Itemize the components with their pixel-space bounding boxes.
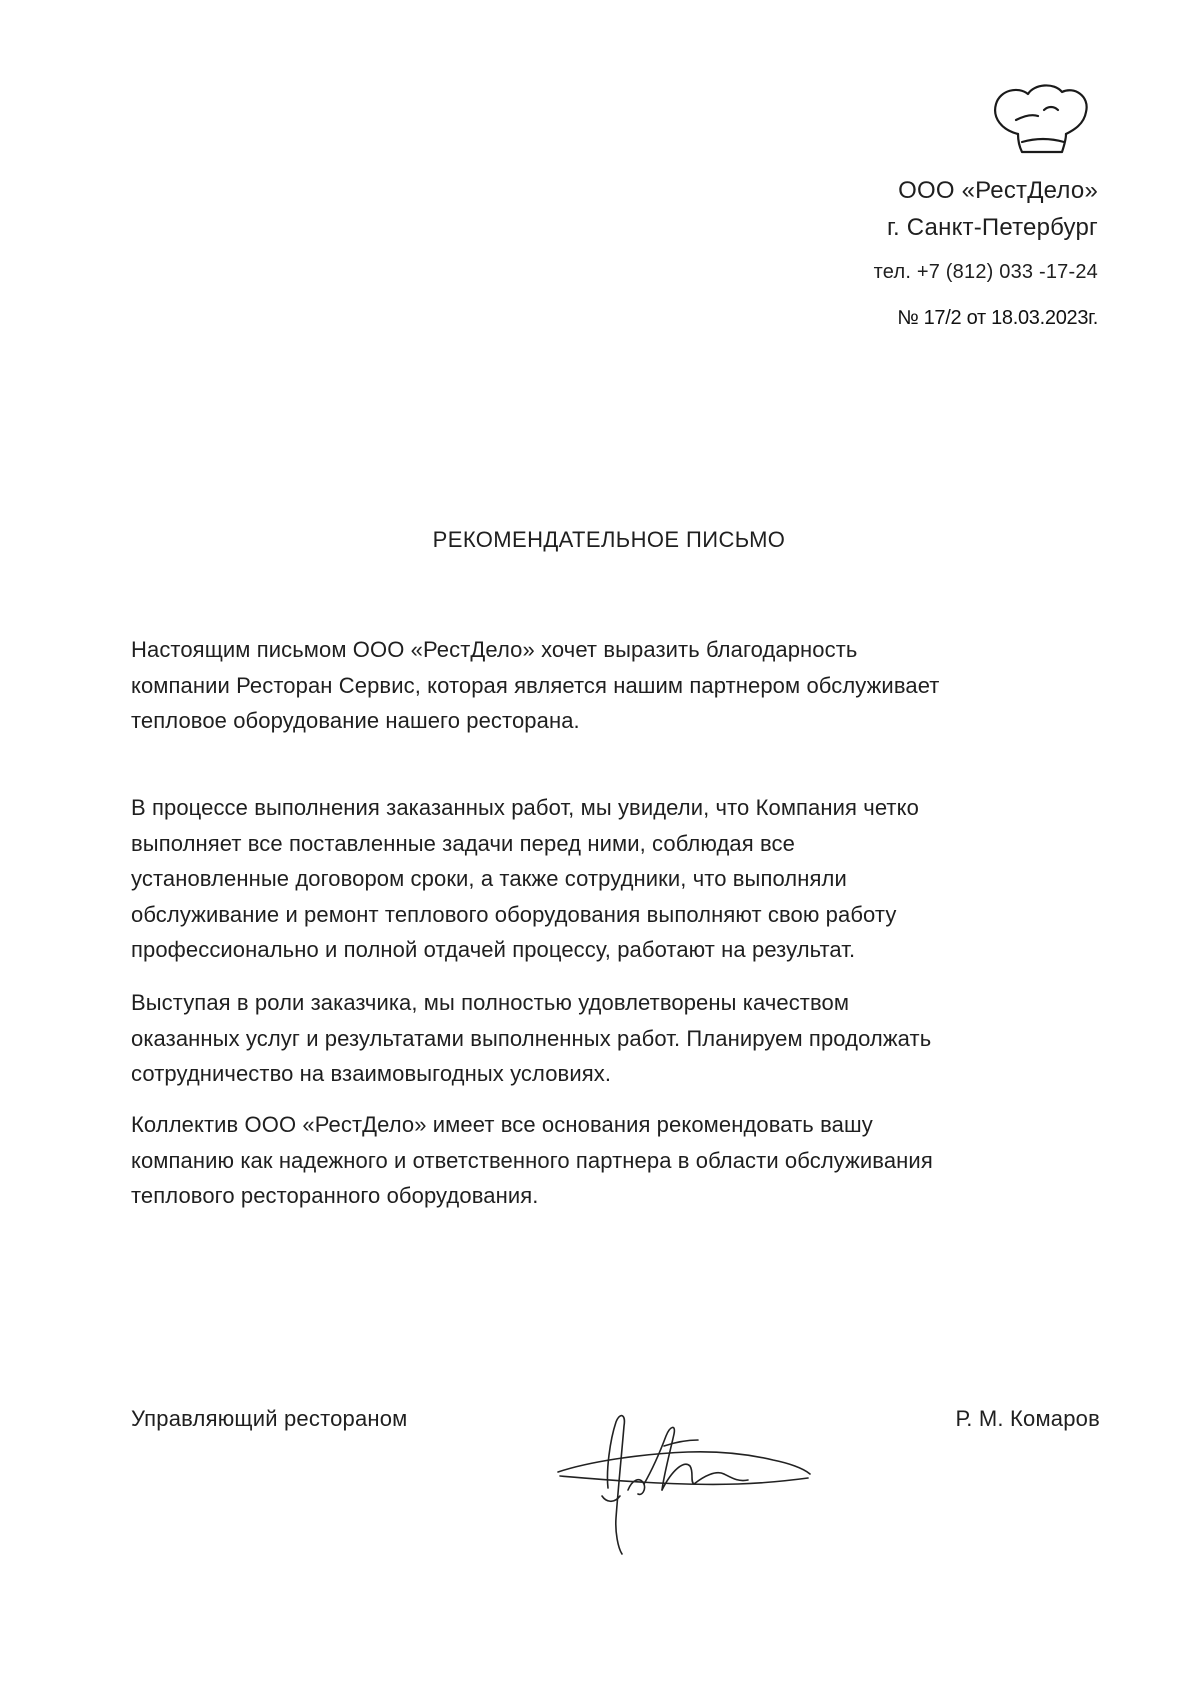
text-line: Настоящим письмом ООО «РестДело» хочет выразить благодарность <box>131 637 858 662</box>
handwritten-signature <box>548 1400 818 1562</box>
text-line: компанию как надежного и ответственного партнера в области обслуживания <box>131 1147 933 1173</box>
chef-hat-icon <box>988 80 1092 156</box>
paragraph-recommendation <box>131 1107 1121 1214</box>
paragraph-gratitude <box>131 632 1121 739</box>
text-line: оказанных услуг и результатами выполненных работ. Планируем продолжать <box>131 1025 932 1051</box>
document-title: РЕКОМЕНДАТЕЛЬНОЕ ПИСЬМО <box>432 527 786 552</box>
text-line: теплового ресторанного оборудования. <box>131 1183 539 1208</box>
paragraph-satisfaction <box>131 985 1121 1092</box>
text-line: выполняет все поставленные задачи перед ними, соблюдая все <box>131 830 795 856</box>
paragraph-work-quality <box>131 790 1121 968</box>
company-name: ООО «РестДело» <box>898 177 1098 204</box>
company-phone: тел. +7 (812) 033 -17-24 <box>873 261 1098 283</box>
text-line: Выступая в роли заказчика, мы полностью удовлетворены качеством <box>131 990 850 1015</box>
text-line: сотрудничество на взаимовыгодных условиях. <box>131 1061 612 1086</box>
text-line: тепловое оборудование нашего ресторана. <box>131 708 580 733</box>
text-line: В процессе выполнения заказанных работ, мы увидели, что Компания четко <box>131 795 919 820</box>
signer-position: Управляющий рестораном <box>131 1406 408 1431</box>
text-line: Коллектив ООО «РестДело» имеет все основания рекомендовать вашу <box>131 1112 873 1137</box>
company-city: г. Санкт-Петербург <box>887 214 1098 241</box>
text-line: обслуживание и ремонт теплового оборудования выполняют свою работу <box>131 901 897 927</box>
document-number: № 17/2 от 18.03.2023г. <box>897 307 1098 329</box>
text-line: профессионально и полной отдачей процессу, работают на результат. <box>131 937 856 962</box>
text-line: установленные договором сроки, а также сотрудники, что выполняли <box>131 866 847 891</box>
signer-name: Р. М. Комаров <box>955 1406 1100 1431</box>
letterhead <box>874 172 1098 332</box>
text-line: компании Ресторан Сервис, которая является нашим партнером обслуживает <box>131 672 940 698</box>
